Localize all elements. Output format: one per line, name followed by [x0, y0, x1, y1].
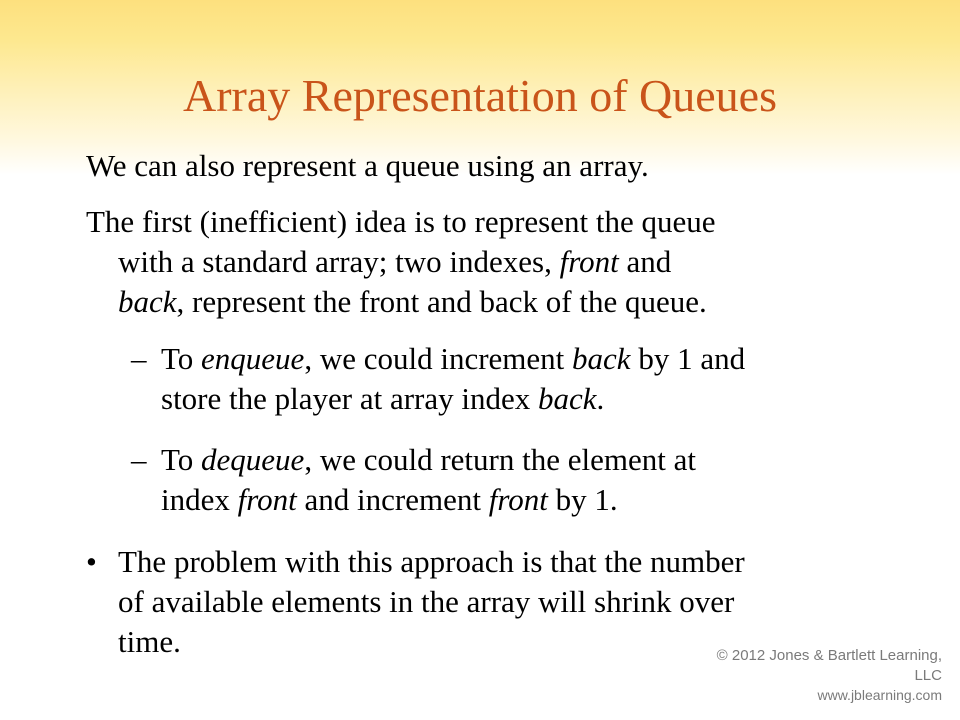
paragraph-line: The first (inefficient) idea is to represent the queue [86, 204, 716, 239]
text-run: , we could return the element at [304, 442, 696, 477]
italic-term-front: front [559, 244, 619, 279]
text-run: index [161, 482, 238, 517]
paragraph-line [86, 282, 716, 322]
text-run: with a standard array; two indexes, [118, 244, 560, 279]
text-run: . [596, 381, 605, 416]
italic-term-dequeue: dequeue [201, 442, 305, 477]
text-run: The problem with this approach is that the number [118, 544, 745, 579]
paragraph-first-idea [86, 202, 716, 322]
italic-term-back: back [118, 284, 177, 319]
italic-term-front: front [488, 482, 548, 517]
publisher-url: www.jblearning.com [817, 687, 942, 703]
paragraph-line [86, 242, 716, 282]
bullet-marker: • [86, 544, 97, 579]
bullet-line: time. [118, 624, 181, 659]
text-run: by 1 and [630, 341, 746, 376]
dash-marker: – [131, 442, 147, 477]
italic-term-back: back [572, 341, 631, 376]
text-run: To [161, 442, 202, 477]
bullet-problem [86, 542, 745, 662]
sub-item-enqueue [131, 339, 745, 419]
dash-marker: – [131, 341, 147, 376]
italic-term-back: back [538, 381, 597, 416]
text-run: , we could increment [304, 341, 573, 376]
sub-item-line [131, 440, 696, 480]
text-run: by 1. [547, 482, 618, 517]
slide-title: Array Representation of Queues [183, 70, 777, 121]
sub-item-line [131, 339, 745, 379]
text-run: , represent the front and back of the queue. [176, 284, 707, 319]
copyright-notice [692, 646, 942, 704]
italic-term-enqueue: enqueue [201, 341, 305, 376]
text-run: and increment [296, 482, 489, 517]
bullet-line [86, 542, 745, 582]
bullet-line: of available elements in the array will shrink over [118, 584, 735, 619]
sub-item-line [131, 480, 696, 520]
text-run: To [161, 341, 202, 376]
italic-term-front: front [237, 482, 297, 517]
text-run: and [618, 244, 672, 279]
text-run: store the player at array index [161, 381, 538, 416]
sub-item-line [131, 379, 745, 419]
copyright-line: © 2012 Jones & Bartlett Learning, LLC [716, 647, 942, 684]
paragraph-intro: We can also represent a queue using an array. [86, 148, 649, 183]
sub-item-dequeue [131, 440, 696, 520]
